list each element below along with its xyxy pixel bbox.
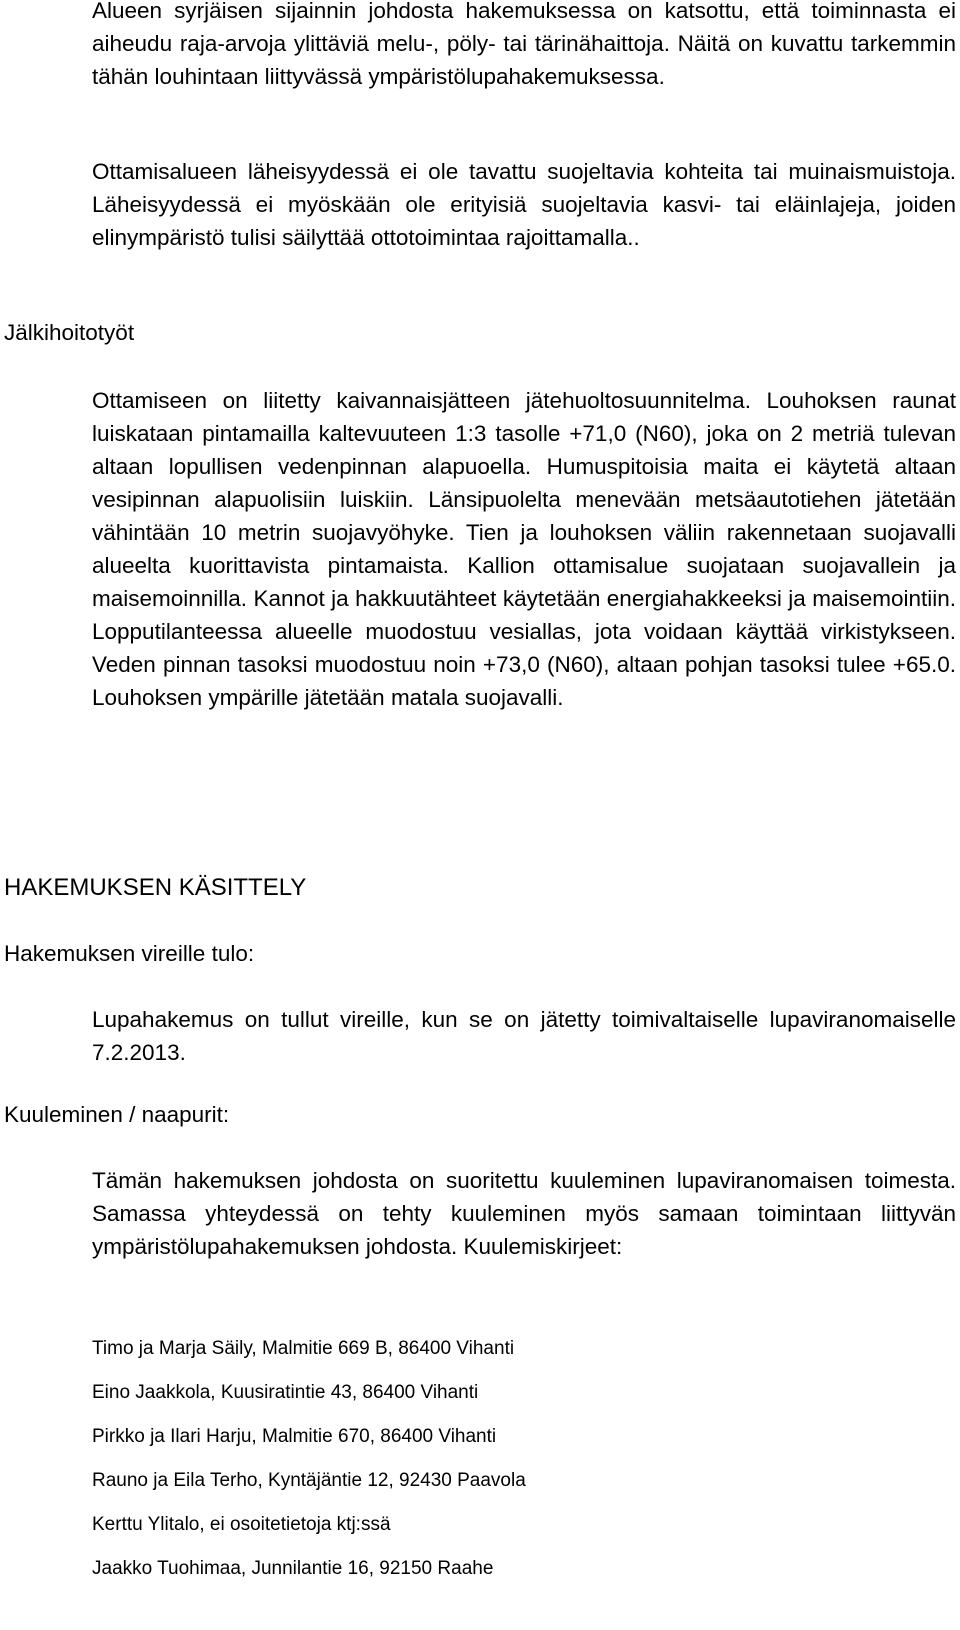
initiation-paragraph: Lupahakemus on tullut vireille, kun se on jätetty toimivaltaiselle lupaviranomaiselle 7.2.2013.: [92, 1007, 956, 1065]
hearing-label: Kuuleminen / naapurit:: [4, 1102, 230, 1127]
list-item: Pirkko ja Ilari Harju, Malmitie 670, 86400 Vihanti: [92, 1426, 497, 1447]
list-item: Jaakko Tuohimaa, Junnilantie 16, 92150 Raahe: [92, 1558, 494, 1579]
intro-paragraph-2: Ottamisalueen läheisyydessä ei ole tavattu suojeltavia kohteita tai muinaismuistoja. Läheisyydessä ei myöskään ole erityisiä suojeltavia kasvi- tai eläinlajeja, joiden elinympäristö tulisi säilyttää ottotoimintaa rajoittamalla..: [92, 159, 956, 250]
list-item: Kerttu Ylitalo, ei osoitetietoja ktj:ssä: [92, 1514, 391, 1535]
list-item: Rauno ja Eila Terho, Kyntäjäntie 12, 92430 Paavola: [92, 1470, 526, 1491]
neighbor-list: [92, 1337, 952, 1601]
processing-heading: HAKEMUKSEN KÄSITTELY: [4, 874, 307, 901]
list-item: Timo ja Marja Säily, Malmitie 669 B, 86400 Vihanti: [92, 1338, 515, 1359]
initiation-label: Hakemuksen vireille tulo:: [4, 941, 255, 966]
aftercare-paragraph: Ottamiseen on liitetty kaivannaisjätteen jätehuoltosuunnitelma. Louhoksen raunat luiskataan pintamailla kaltevuuteen 1:3 tasolle +71,0 (N60), joka on 2 metriä tulevan altaan lopullisen vedenpinnan alapuoella. Humuspitoisia maita ei käytetä altaan vesipinnan alapuolisiin luiskiin. Länsipuolelta menevään metsäautotiehen jätetään vähintään 10 metrin suojavyöhyke. Tien ja louhoksen väliin rakennetaan suojavalli alueelta kuorittavista pintamaista. Kallion ottamisalue suojataan suojavallein ja maisemoinnilla. Kannot ja hakkuutähteet käytetään energiahakkeeksi ja maisemointiin. Lopputilanteessa alueelle muodostuu vesiallas, jota voidaan käyttää virkistykseen. Veden pinnan tasoksi muodostuu noin +73,0 (N60), altaan pohjan tasoksi tulee +65.0. Louhoksen ympärille jätetään matala suojavalli.: [92, 388, 956, 710]
aftercare-label: Jälkihoitotyöt: [4, 320, 135, 345]
hearing-paragraph: Tämän hakemuksen johdosta on suoritettu kuuleminen lupaviranomaisen toimesta. Samassa yhteydessä on tehty kuuleminen myös samaan toimintaan liittyvän ympäristölupahakemuksen johdosta. Kuulemiskirjeet:: [92, 1168, 956, 1259]
intro-paragraph-1: Alueen syrjäisen sijainnin johdosta hakemuksessa on katsottu, että toiminnasta ei aiheudu raja-arvoja ylittäviä melu-, pöly- tai tärinähaittoja. Näitä on kuvattu tarkemmin tähän louhintaan liittyvässä ympäristölupahakemuksessa.: [92, 0, 956, 89]
list-item: Eino Jaakkola, Kuusiratintie 43, 86400 Vihanti: [92, 1382, 479, 1403]
